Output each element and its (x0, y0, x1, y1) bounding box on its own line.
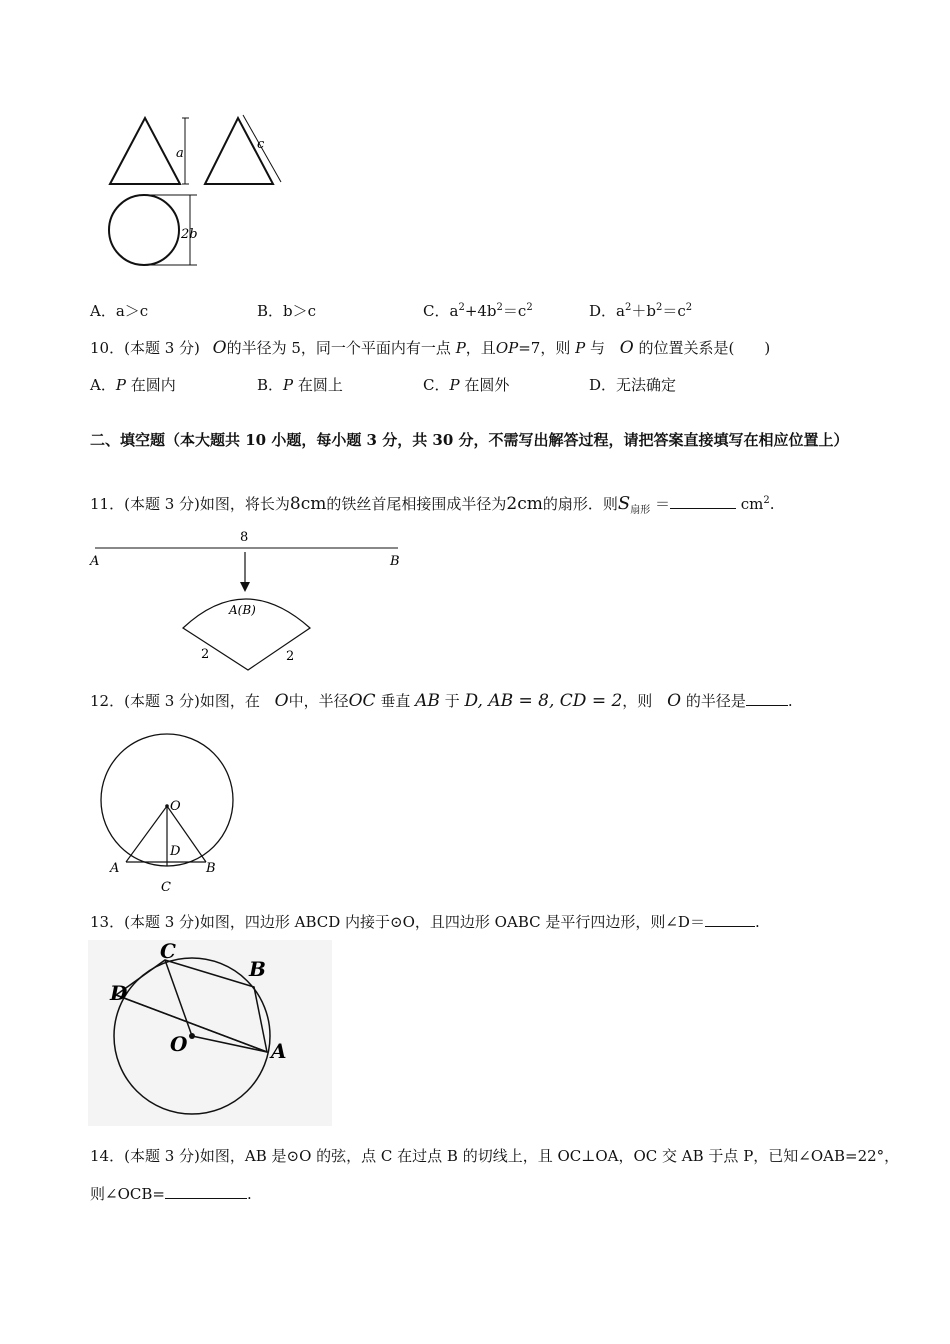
q11-question: 11．(本题 3 分)如图，将长为8cm的铁丝首尾相接围成半径为2cm的扇形．则$S_{扇形} = cm^2$. (90, 493, 775, 516)
q11-label-top: 8 (240, 530, 249, 545)
q11-arrow-head (240, 582, 250, 592)
q12-label-o: O (170, 799, 181, 814)
q9-label-c: c (257, 137, 265, 152)
q9-label-a: a (176, 146, 184, 161)
q13-label-b: B (249, 957, 266, 981)
q9-top-view-circle (109, 195, 179, 265)
q10-question: 10．(本题 3 分) O的半径为 5，同一个平面内有一点 P，且OP=7，则 P 与 O 的位置关系是( ) (90, 338, 771, 358)
q12-circle-figure (100, 730, 240, 895)
q12-label-a: A (110, 861, 120, 876)
q13-label-c: C (160, 939, 176, 963)
q13-figure-background (88, 940, 332, 1126)
q13-question: 13．(本题 3 分)如图，四边形 ABCD 内接于⊙O，且四边形 OABC 是平行四边形，则∠D＝ . (90, 913, 760, 931)
q11-wire-sector-figure (90, 530, 410, 675)
q12-label-c: C (161, 880, 171, 895)
q9-option-b[interactable]: B．b＞c (257, 302, 317, 320)
q10-option-d[interactable]: D．无法确定 (589, 376, 677, 394)
q12-label-b: B (206, 861, 216, 876)
q10-option-c[interactable]: C．P 在圆外 (423, 376, 510, 394)
q12-label-d: D (170, 844, 181, 859)
q10-option-a[interactable]: A．P 在圆内 (90, 376, 176, 394)
q12-question: 12．(本题 3 分)如图，在 O中，半径OC 垂直 AB 于 D, AB = 8, CD = 2，则 O 的半径是 . (90, 691, 793, 711)
q13-label-o: O (170, 1032, 188, 1056)
q9-option-d[interactable]: D．$a^2+b^2=c^2$ (589, 302, 693, 320)
q11-label-b: B (390, 554, 400, 569)
q9-option-a[interactable]: A．a＞c (90, 302, 149, 320)
q12-answer-blank[interactable] (746, 693, 788, 706)
q11-label-a: A (90, 554, 100, 569)
section-2-heading: 二、填空题（本大题共 10 小题，每小题 3 分，共 30 分，不需写出解答过程，请把答案直接填写在相应位置上） (90, 431, 849, 449)
q13-label-a: A (271, 1039, 287, 1063)
q11-label-ab: A(B) (229, 603, 256, 617)
q14-question-line1: 14．(本题 3 分)如图，AB 是⊙O 的弦，点 C 在过点 B 的切线上，且 OC⊥OA，OC 交 AB 于点 P，已知∠OAB=22°， (90, 1147, 900, 1165)
q14-question-line2: 则∠OCB= . (90, 1185, 252, 1203)
q13-label-d: D (110, 981, 128, 1005)
q9-front-view-triangle (110, 118, 180, 184)
q11-label-r2: 2 (286, 649, 295, 664)
q13-inscribed-quadrilateral-figure (88, 940, 333, 1130)
q9-label-2b: 2b (181, 227, 198, 242)
q9-option-c[interactable]: C．$a^2+4b^2=c^2$ (423, 302, 533, 320)
q11-answer-blank[interactable] (670, 496, 736, 509)
q9-three-view-figure (105, 110, 305, 275)
q11-label-r1: 2 (201, 647, 210, 662)
q14-answer-blank[interactable] (165, 1186, 247, 1199)
q13-center-point (189, 1033, 195, 1039)
q13-answer-blank[interactable] (705, 914, 755, 927)
q10-option-b[interactable]: B．P 在圆上 (257, 376, 343, 394)
